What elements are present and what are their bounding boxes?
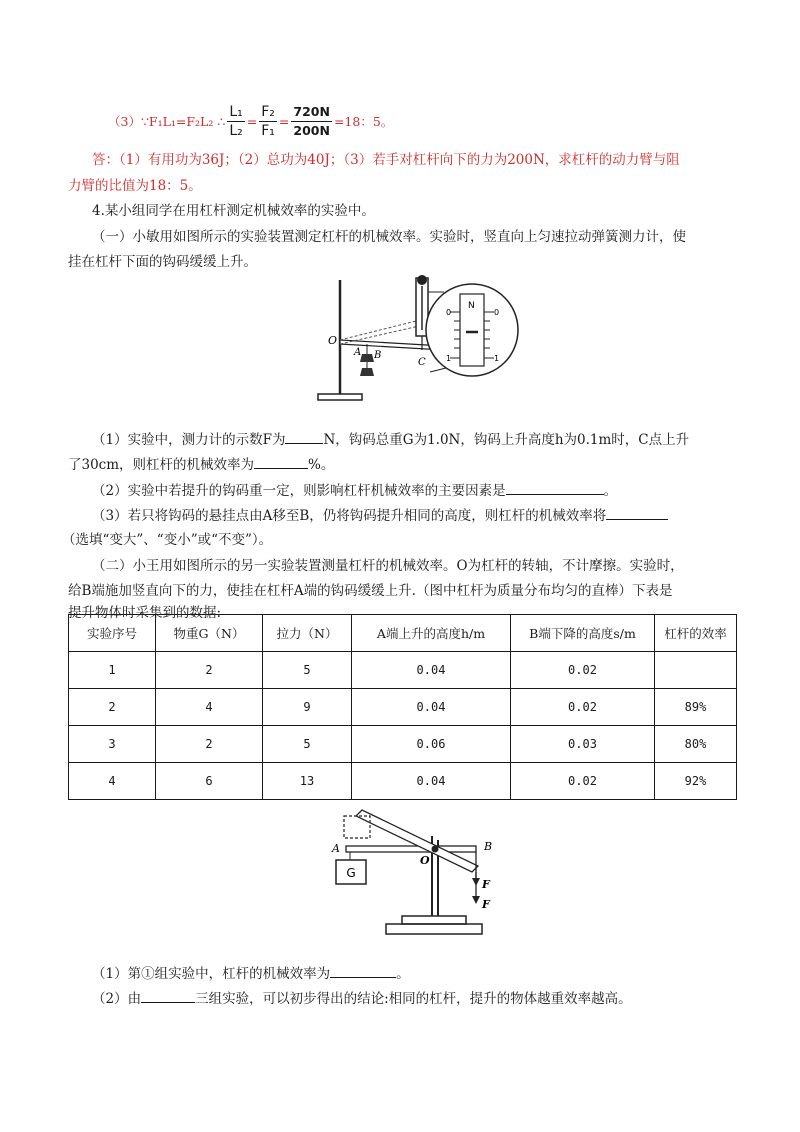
answer-summary-line2: 力臂的比值为18：5。 (68, 178, 202, 194)
table-cell: 0.04 (352, 652, 511, 689)
weight-lower (360, 368, 374, 376)
question4-title: 4.某小组同学在用杠杆测定机械效率的实验中。 (92, 203, 375, 219)
answer-blank-change[interactable] (606, 505, 668, 520)
label-f-lower: F (482, 898, 490, 911)
table-cell: 0.02 (511, 763, 655, 800)
answer-blank-efficiency[interactable] (254, 454, 308, 469)
stand-base (402, 916, 466, 924)
table-cell: 2 (156, 726, 263, 763)
text: （3）若只将钩码的悬挂点由A移至B，仍将钩码提升相同的高度，则杠杆的机械效率将 (92, 508, 607, 524)
answer-step3-formula (108, 96, 393, 146)
p1-question3-line2: （选填“变大”、“变小”或“不变”）。 (62, 532, 273, 548)
step3-result: =18：5。 (333, 114, 394, 129)
table-cell: 1 (69, 652, 156, 689)
label-one-left: 1 (446, 354, 452, 363)
table-cell: 0.02 (511, 689, 655, 726)
answer-blank-factor[interactable] (506, 480, 604, 495)
table-cell: 0.06 (352, 726, 511, 763)
answer-blank-force[interactable] (285, 429, 323, 444)
fraction-f2-f1 (259, 103, 277, 140)
table-header-row (69, 615, 737, 652)
fraction-numerator: 720N (291, 103, 332, 122)
part2-intro-line1: （二）小王用如图所示的另一实验装置测量杠杆的机械效率。O为杠杆的转轴，不计摩擦。实验时， (92, 558, 684, 574)
pivot-o (432, 846, 439, 853)
fraction-l1-l2 (227, 103, 244, 140)
text: %。 (308, 457, 335, 473)
force-arrow-2 (472, 896, 480, 904)
table-cell: 0.02 (511, 652, 655, 689)
label-zero-right: 0 (494, 308, 500, 317)
table-cell: 0.03 (511, 726, 655, 763)
label-n: N (468, 301, 475, 311)
table-cell: 80% (655, 726, 737, 763)
stand-base (318, 394, 362, 400)
col-header: B端下降的高度s/m (511, 615, 655, 652)
text: 。 (603, 483, 618, 499)
fraction-720-200 (291, 103, 332, 140)
step3-prefix: （3） (108, 114, 141, 129)
label-o: O (420, 854, 430, 867)
table-cell: 3 (69, 726, 156, 763)
label-a: A (332, 842, 340, 855)
fraction-numerator: L₁ (229, 103, 243, 120)
weight-upper (360, 354, 374, 362)
text: 三组实验，可以初步得出的结论:相同的杠杆，提升的物体越重效率越高。 (195, 991, 632, 1007)
table-cell: 4 (69, 763, 156, 800)
text: （1）实验中，测力计的示数F为 (92, 432, 286, 448)
col-header: 物重G（N） (156, 615, 263, 652)
step3-condition: ∵F₁L₁=F₂L₂ ∴ (140, 113, 226, 129)
p2-question2 (92, 988, 632, 1009)
figure-lever-spring-scale (310, 272, 520, 410)
label-c: C (418, 357, 426, 368)
figure-lever-weight (326, 806, 512, 942)
text: N，钩码总重G为1.0N，钩码上升高度h为0.1m时，C点上升 (323, 432, 690, 448)
p2-question1 (92, 963, 410, 984)
table-cell (655, 652, 737, 689)
lever-tilted (356, 810, 478, 872)
text: 。 (396, 966, 410, 982)
col-header: 拉力（N） (263, 615, 352, 652)
p1-question1-line1 (92, 429, 689, 450)
table-cell: 92% (655, 763, 737, 800)
label-o: O (327, 334, 337, 347)
answer-blank-efficiency-1[interactable] (330, 963, 396, 978)
table-cell: 5 (263, 726, 352, 763)
table-cell: 9 (263, 689, 352, 726)
lever-dashed-upper (340, 318, 428, 340)
table-cell: 2 (156, 652, 263, 689)
p1-question2 (92, 480, 617, 501)
part2-intro-line3: 提升物体时采集到的数据: (68, 605, 222, 621)
fraction-denominator: 200N (293, 122, 330, 138)
answer-summary-line1: 答：（1）有用功为36J；（2）总功为40J；（3）若手对杠杆向下的力为200N，求杠杆的动力臂与阻 (92, 152, 680, 168)
p1-question1-line2 (68, 454, 334, 475)
table-row (69, 763, 737, 800)
equals-sign: = (278, 113, 290, 129)
label-f-upper: F (482, 878, 490, 891)
label-b: B (484, 840, 493, 853)
text: （1）第①组实验中，杠杆的机械效率为 (92, 966, 331, 982)
label-g: G (346, 866, 356, 880)
table-cell: 4 (156, 689, 263, 726)
text: 了30cm，则杠杆的机械效率为 (68, 457, 255, 473)
col-header: 实验序号 (69, 615, 156, 652)
part1-intro-line2: 挂在杠杆下面的钩码缓缓上升。 (68, 254, 257, 270)
table-row (69, 652, 737, 689)
fraction-denominator: L₂ (229, 122, 243, 139)
table-cell: 0.04 (352, 689, 511, 726)
p1-question3-line1 (92, 505, 668, 526)
label-zero-left: 0 (446, 308, 452, 317)
label-one-right: 1 (494, 354, 500, 363)
fraction-denominator: F₁ (261, 122, 275, 139)
part1-intro-line1: （一）小敏用如图所示的实验装置测定杠杆的机械效率。实验时，竖直向上匀速拉动弹簧测力计，使 (92, 229, 686, 245)
table-row (69, 689, 737, 726)
text: （2）实验中若提升的钩码重一定，则影响杠杆机械效率的主要因素是 (92, 483, 506, 499)
lever-efficiency-table (68, 614, 737, 800)
fraction-numerator: F₂ (261, 103, 275, 120)
label-a: A (354, 347, 362, 358)
table-cell: 89% (655, 689, 737, 726)
lever-horizontal (346, 846, 476, 852)
text: （2）由 (92, 991, 142, 1007)
part2-intro-line2: 给B端施加竖直向下的力，使挂在杠杆A端的钩码缓缓上升.（图中杠杆为质量分布均匀的直棒）下表是 (68, 583, 673, 599)
table-row (69, 726, 737, 763)
answer-blank-groups[interactable] (141, 988, 195, 1003)
col-header: 杠杆的效率 (655, 615, 737, 652)
table-cell: 0.04 (352, 763, 511, 800)
table-cell: 13 (263, 763, 352, 800)
table-cell: 6 (156, 763, 263, 800)
table-cell: 5 (263, 652, 352, 689)
label-b: B (374, 350, 382, 361)
equals-sign: = (246, 113, 258, 129)
table-cell: 2 (69, 689, 156, 726)
col-header: A端上升的高度h/m (352, 615, 511, 652)
